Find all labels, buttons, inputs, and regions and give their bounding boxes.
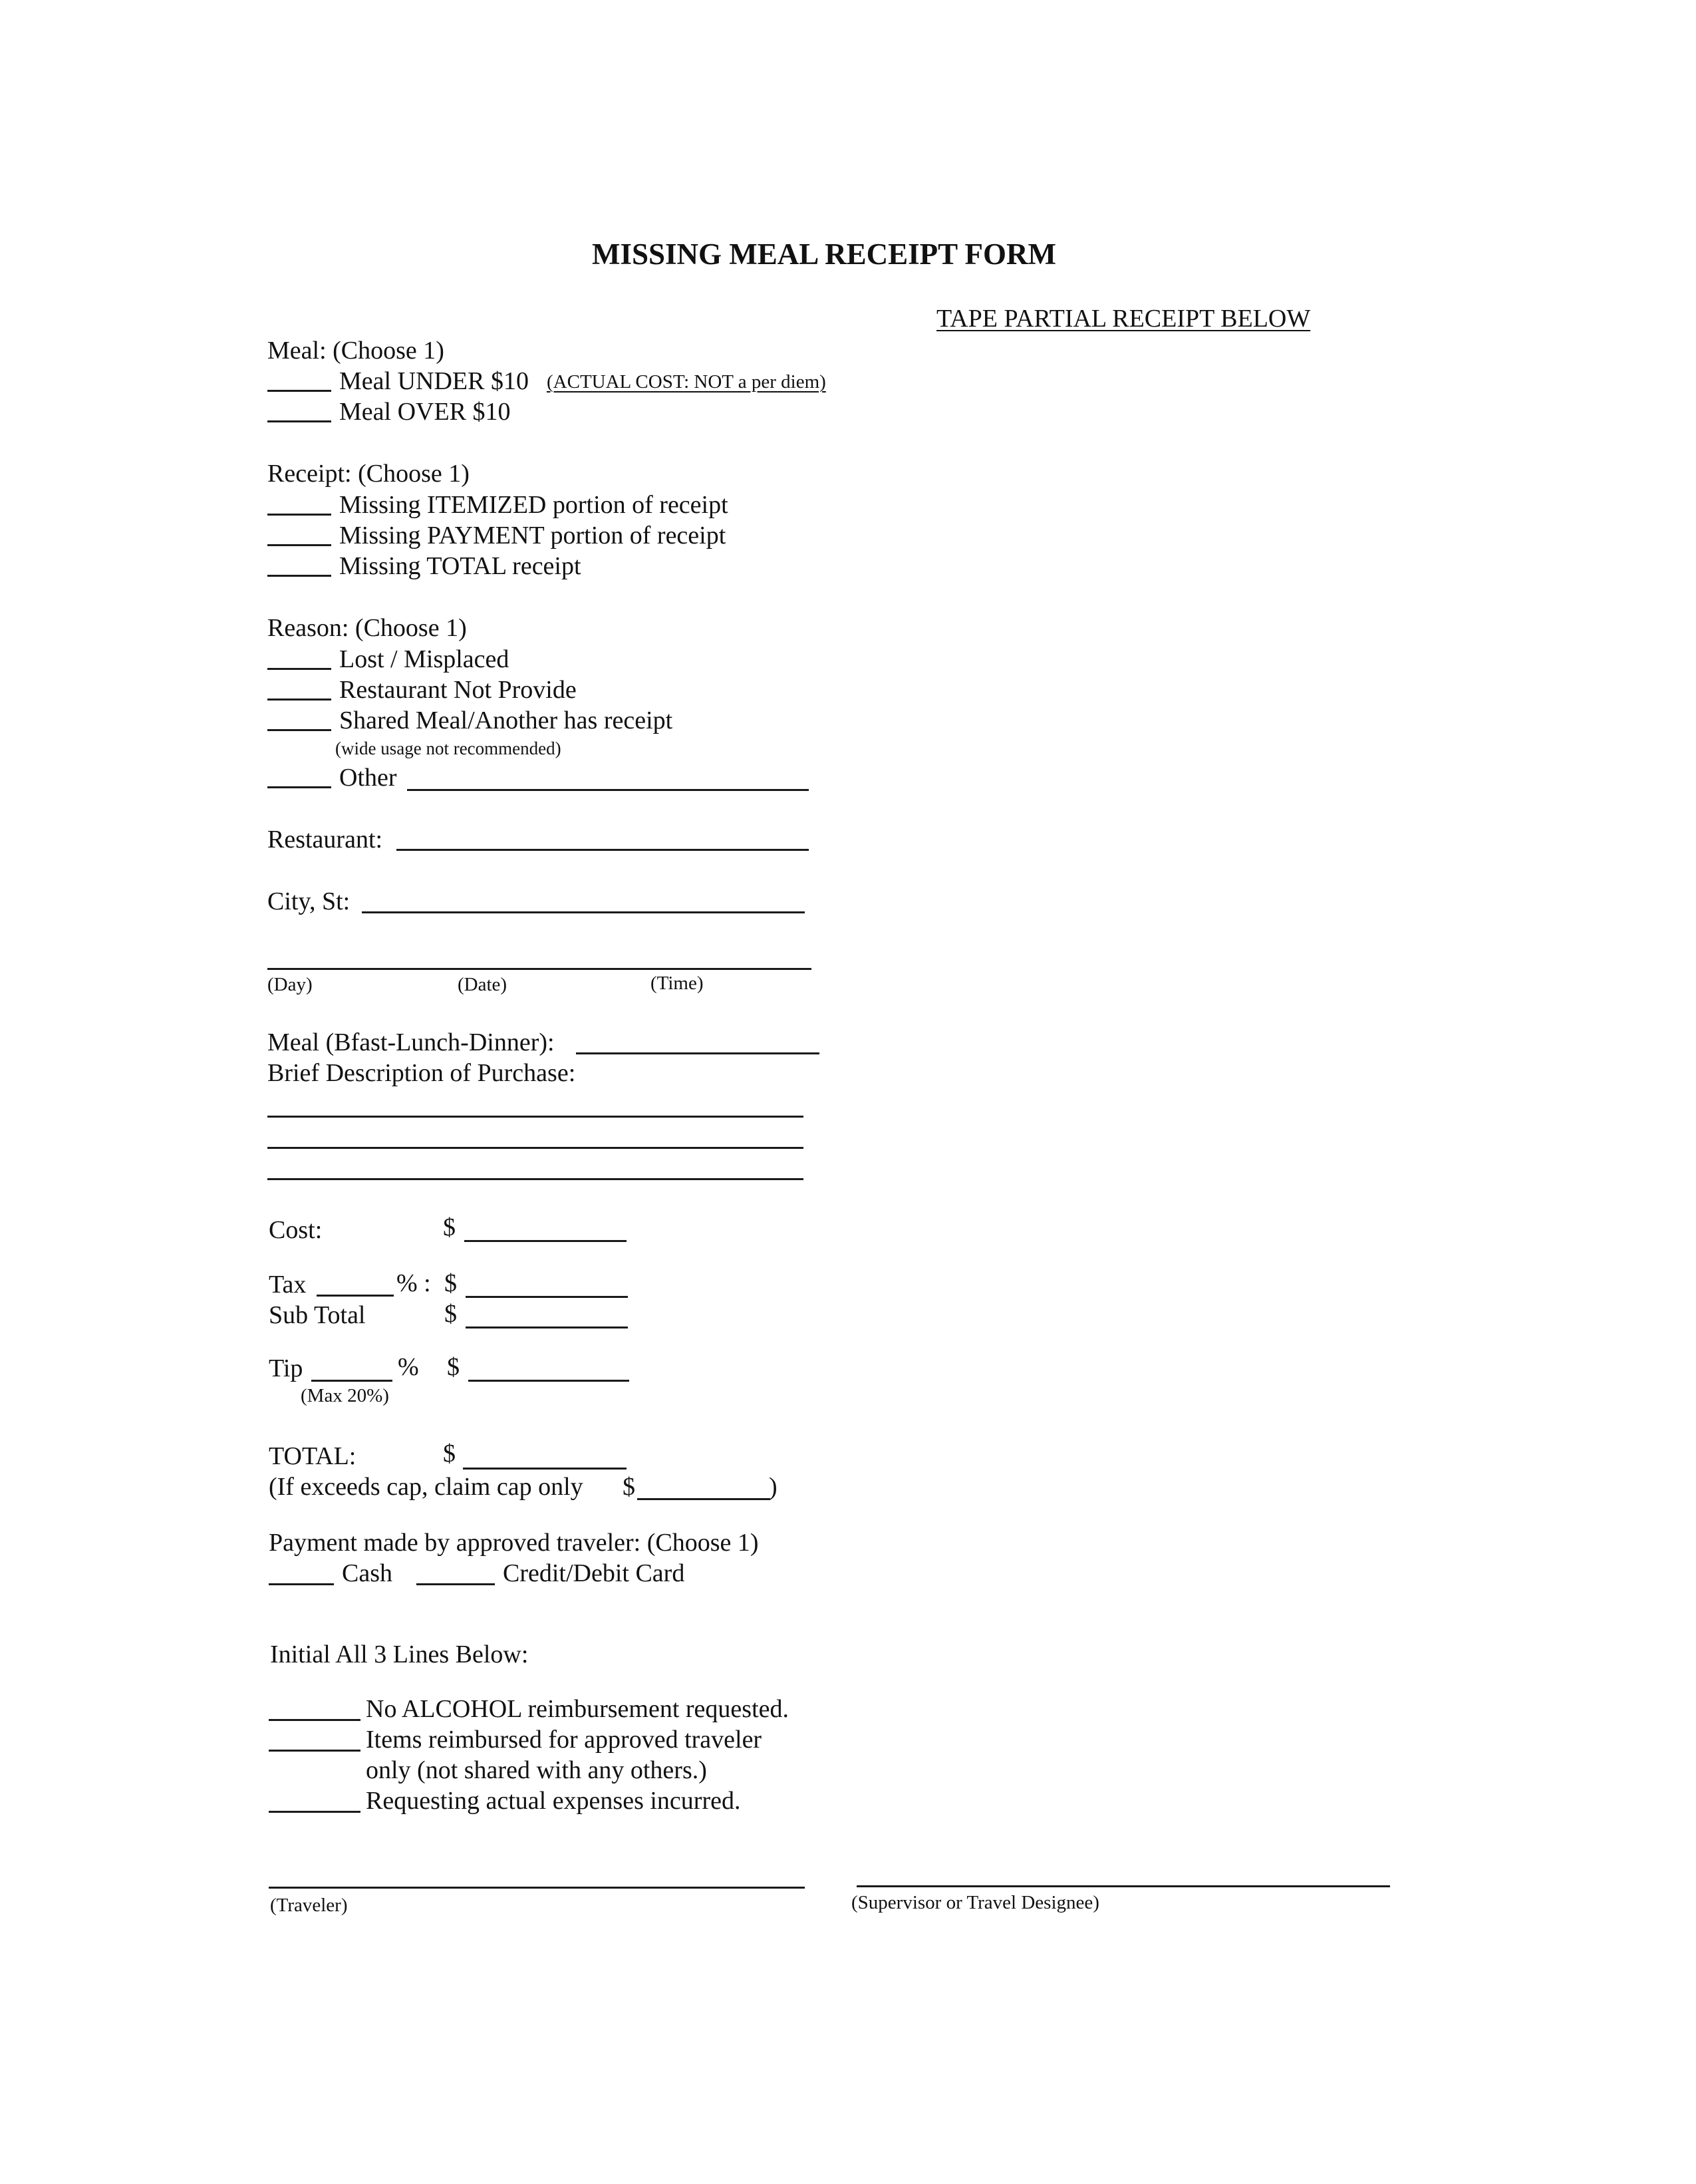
receipt-payment-blank[interactable] bbox=[267, 544, 331, 546]
description-line-2[interactable] bbox=[267, 1147, 803, 1149]
tape-receipt-note: TAPE PARTIAL RECEIPT BELOW bbox=[936, 305, 1311, 333]
payment-heading: Payment made by approved traveler: (Choose 1) bbox=[269, 1529, 759, 1557]
supervisor-signature-line[interactable] bbox=[857, 1885, 1390, 1887]
payment-cash-blank[interactable] bbox=[269, 1583, 334, 1585]
cost-field[interactable] bbox=[464, 1240, 627, 1242]
reason-lost-label: Lost / Misplaced bbox=[339, 645, 509, 673]
reason-shared-label: Shared Meal/Another has receipt bbox=[339, 706, 673, 734]
tax-label: Tax bbox=[269, 1271, 307, 1299]
day-label: (Day) bbox=[267, 974, 313, 995]
initials-heading: Initial All 3 Lines Below: bbox=[270, 1640, 529, 1668]
initial-no-alcohol-blank[interactable] bbox=[269, 1719, 360, 1721]
time-label: (Time) bbox=[650, 973, 704, 994]
tip-percent-field[interactable] bbox=[311, 1380, 392, 1382]
initial-actual-label: Requesting actual expenses incurred. bbox=[366, 1787, 741, 1815]
subtotal-label: Sub Total bbox=[269, 1301, 366, 1329]
subtotal-field[interactable] bbox=[466, 1326, 628, 1328]
reason-lost-blank[interactable] bbox=[267, 668, 331, 670]
city-field[interactable] bbox=[362, 911, 805, 913]
initial-no-alcohol-label: No ALCOHOL reimbursement requested. bbox=[366, 1695, 789, 1723]
initial-items-label: Items reimbursed for approved traveler bbox=[366, 1726, 762, 1754]
tip-max-note: (Max 20%) bbox=[301, 1385, 389, 1406]
description-label: Brief Description of Purchase: bbox=[267, 1059, 576, 1087]
meal-under-label: Meal UNDER $10 bbox=[339, 367, 529, 395]
supervisor-signature-label: (Supervisor or Travel Designee) bbox=[851, 1892, 1099, 1913]
meal-over-label: Meal OVER $10 bbox=[339, 398, 511, 426]
city-label: City, St: bbox=[267, 887, 351, 915]
reason-other-label: Other bbox=[339, 764, 397, 792]
total-field[interactable] bbox=[463, 1468, 627, 1470]
reason-other-blank[interactable] bbox=[267, 786, 331, 788]
page-title: MISSING MEAL RECEIPT FORM bbox=[592, 237, 1057, 271]
cap-close-paren: ) bbox=[769, 1473, 777, 1501]
receipt-itemized-label: Missing ITEMIZED portion of receipt bbox=[339, 491, 728, 519]
tip-label: Tip bbox=[269, 1354, 303, 1382]
restaurant-label: Restaurant: bbox=[267, 826, 383, 854]
tax-currency: $ bbox=[444, 1269, 457, 1297]
tax-percent-sign: % : bbox=[396, 1269, 431, 1297]
receipt-itemized-blank[interactable] bbox=[267, 514, 331, 516]
tax-percent-field[interactable] bbox=[317, 1295, 394, 1297]
payment-card-blank[interactable] bbox=[416, 1583, 495, 1585]
day-date-time-field[interactable] bbox=[267, 968, 811, 970]
tip-percent-sign: % bbox=[398, 1353, 419, 1381]
initial-items-blank[interactable] bbox=[269, 1750, 360, 1752]
initial-actual-blank[interactable] bbox=[269, 1811, 360, 1813]
reason-shared-note: (wide usage not recommended) bbox=[335, 738, 561, 758]
traveler-signature-line[interactable] bbox=[269, 1887, 805, 1889]
receipt-total-label: Missing TOTAL receipt bbox=[339, 552, 581, 580]
initial-items-label-cont: only (not shared with any others.) bbox=[366, 1756, 707, 1784]
date-label: (Date) bbox=[458, 974, 507, 995]
cap-label: (If exceeds cap, claim cap only bbox=[269, 1473, 583, 1501]
reason-other-field[interactable] bbox=[407, 789, 809, 791]
restaurant-field[interactable] bbox=[396, 849, 809, 851]
meal-under-note: (ACTUAL COST: NOT a per diem) bbox=[547, 371, 826, 392]
payment-cash-label: Cash bbox=[342, 1559, 392, 1587]
meal-over-blank[interactable] bbox=[267, 420, 331, 422]
receipt-heading: Receipt: (Choose 1) bbox=[267, 460, 470, 488]
payment-card-label: Credit/Debit Card bbox=[503, 1559, 685, 1587]
total-currency: $ bbox=[443, 1440, 456, 1468]
meal-type-label: Meal (Bfast-Lunch-Dinner): bbox=[267, 1028, 555, 1056]
tip-currency: $ bbox=[447, 1353, 460, 1381]
reason-heading: Reason: (Choose 1) bbox=[267, 614, 467, 642]
reason-not-provided-label: Restaurant Not Provide bbox=[339, 676, 577, 704]
reason-shared-blank[interactable] bbox=[267, 729, 331, 731]
subtotal-currency: $ bbox=[444, 1300, 457, 1328]
total-label: TOTAL: bbox=[269, 1442, 356, 1470]
tax-amount-field[interactable] bbox=[466, 1296, 628, 1298]
traveler-signature-label: (Traveler) bbox=[270, 1895, 348, 1916]
meal-under-blank[interactable] bbox=[267, 390, 331, 392]
description-line-3[interactable] bbox=[267, 1178, 803, 1180]
meal-type-field[interactable] bbox=[576, 1052, 819, 1054]
receipt-payment-label: Missing PAYMENT portion of receipt bbox=[339, 522, 726, 549]
cost-currency: $ bbox=[443, 1213, 456, 1241]
reason-not-provided-blank[interactable] bbox=[267, 699, 331, 701]
cost-label: Cost: bbox=[269, 1216, 323, 1244]
cap-currency: $ bbox=[623, 1473, 635, 1501]
meal-heading: Meal: (Choose 1) bbox=[267, 337, 444, 365]
cap-field[interactable] bbox=[637, 1498, 770, 1500]
tip-amount-field[interactable] bbox=[468, 1380, 629, 1382]
receipt-total-blank[interactable] bbox=[267, 575, 331, 577]
description-line-1[interactable] bbox=[267, 1116, 803, 1118]
